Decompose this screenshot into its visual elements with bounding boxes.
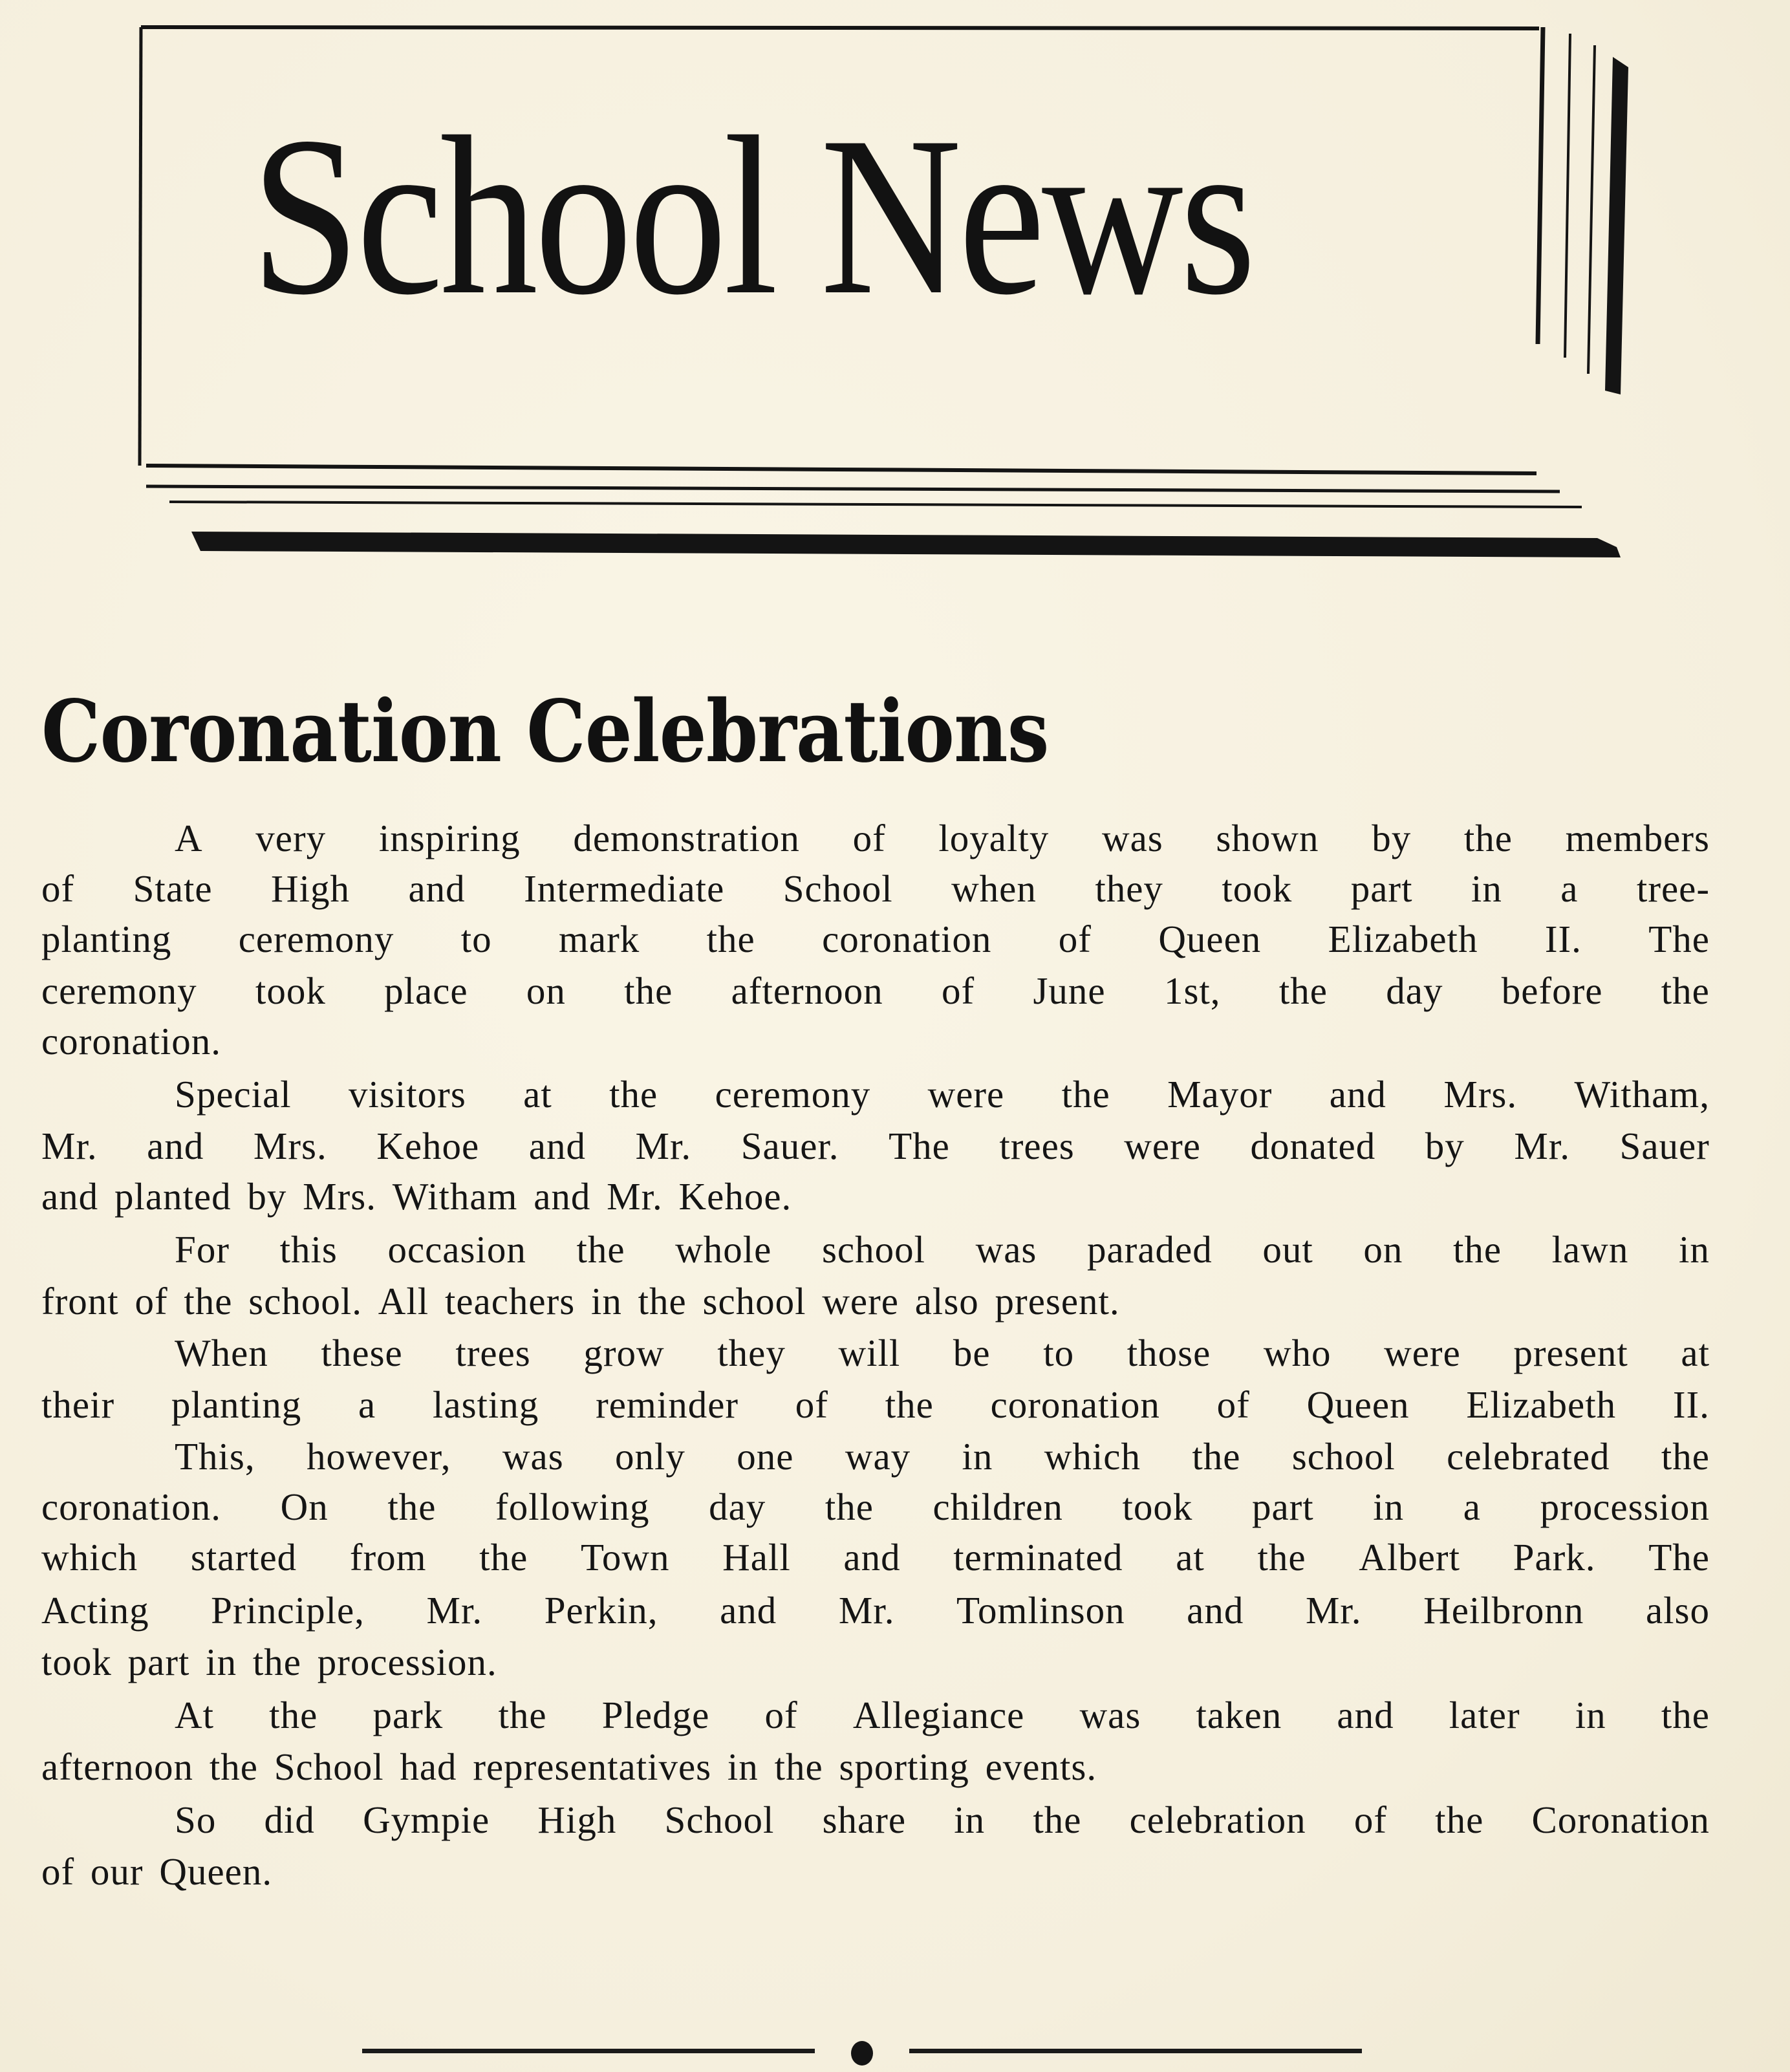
word: front	[41, 1280, 119, 1322]
word: the	[1435, 1798, 1484, 1841]
article-line	[41, 1693, 1710, 1745]
word: took	[1222, 867, 1293, 910]
word: planting	[171, 1383, 302, 1426]
word: and	[41, 1175, 99, 1218]
word: who	[1263, 1332, 1332, 1374]
word: Mr.	[607, 1175, 663, 1218]
word: and	[534, 1175, 591, 1218]
frame-bottom-line-3	[169, 502, 1582, 507]
word: celebration	[1129, 1798, 1306, 1841]
word: Town	[580, 1536, 670, 1579]
article-line	[41, 1174, 1710, 1226]
word: planting	[41, 918, 172, 960]
word: of	[1058, 918, 1092, 960]
article-line	[41, 917, 1710, 969]
article-line	[41, 1072, 1710, 1124]
word: to	[1043, 1332, 1075, 1374]
word: and	[1187, 1589, 1244, 1632]
word: the	[576, 1228, 625, 1271]
word: the	[184, 1280, 233, 1322]
word: of	[764, 1694, 798, 1736]
word: the	[774, 1745, 823, 1788]
word: Perkin,	[544, 1589, 658, 1632]
word: lasting	[432, 1383, 539, 1426]
word: The	[1648, 918, 1710, 960]
word: II.	[1672, 1383, 1710, 1426]
word: celebrated	[1447, 1435, 1610, 1478]
word: did	[264, 1798, 315, 1841]
word: coronation	[822, 918, 992, 960]
article-line	[41, 1434, 1710, 1486]
word: the	[1661, 969, 1710, 1012]
word: Acting	[41, 1589, 149, 1632]
frame-top-line	[141, 27, 1539, 28]
article-line	[41, 867, 1710, 918]
word: demonstration	[573, 817, 800, 859]
word: school	[702, 1280, 806, 1322]
word: Mr.	[41, 1125, 98, 1167]
word: Coronation	[1531, 1798, 1710, 1841]
article-line	[41, 1279, 1710, 1331]
word: was	[1079, 1694, 1141, 1736]
word: of	[135, 1280, 168, 1322]
word: was	[1101, 817, 1163, 859]
word: which	[41, 1536, 138, 1579]
word: in	[206, 1641, 237, 1683]
word: the	[706, 918, 755, 960]
article-heading: Coronation Celebrations	[41, 682, 1049, 782]
word: was	[502, 1435, 564, 1478]
word: of	[1216, 1383, 1250, 1426]
word: procession	[1540, 1485, 1710, 1528]
word: and	[843, 1536, 901, 1579]
word: Witham,	[1574, 1073, 1710, 1116]
word: ceremony	[238, 918, 394, 960]
word: by	[247, 1175, 287, 1218]
word: and	[720, 1589, 777, 1632]
word: part	[1350, 867, 1413, 910]
word: in	[962, 1435, 993, 1478]
word: reminder	[596, 1383, 739, 1426]
word: visitors	[349, 1073, 466, 1116]
word: those	[1127, 1332, 1211, 1374]
word: ceremony	[41, 969, 197, 1012]
word: of	[942, 969, 975, 1012]
frame-right-thick-bar	[1605, 57, 1628, 394]
word: from	[349, 1536, 427, 1579]
word: way	[845, 1435, 911, 1478]
word: School	[664, 1798, 775, 1841]
word: present	[1513, 1332, 1628, 1374]
word: taken	[1196, 1694, 1282, 1736]
word: mark	[559, 918, 640, 960]
word: and	[528, 1125, 586, 1167]
word: At	[175, 1694, 214, 1736]
word: the	[825, 1485, 874, 1528]
word: and	[1329, 1073, 1386, 1116]
word: inspiring	[378, 817, 521, 859]
article-line	[41, 1227, 1710, 1279]
word: the	[1192, 1435, 1241, 1478]
word: the	[252, 1641, 301, 1683]
word: our	[90, 1850, 144, 1893]
word: Mrs.	[253, 1125, 327, 1167]
word: also	[1645, 1589, 1710, 1632]
word: State	[133, 867, 213, 910]
word: took	[255, 969, 326, 1012]
word: Mr.	[1514, 1125, 1570, 1167]
word: park	[372, 1694, 444, 1736]
article-line	[41, 1850, 1710, 1901]
word: this	[279, 1228, 338, 1271]
frame-bottom-thick-bar	[191, 532, 1621, 557]
word: School	[274, 1745, 384, 1788]
word: and	[408, 867, 466, 910]
word: Gympie	[363, 1798, 490, 1841]
footer-rule-left	[362, 2049, 815, 2053]
word: Mr.	[1305, 1589, 1362, 1632]
word: school	[821, 1228, 926, 1271]
word: Witham	[392, 1175, 518, 1218]
word: representatives	[473, 1745, 712, 1788]
word: by	[1372, 817, 1412, 859]
word: at	[1176, 1536, 1205, 1579]
word: of	[41, 867, 75, 910]
word: at	[523, 1073, 552, 1116]
word: donated	[1250, 1125, 1376, 1167]
word: So	[175, 1798, 217, 1841]
article-line	[41, 969, 1710, 1020]
word: The	[1648, 1536, 1710, 1579]
word: paraded	[1087, 1228, 1213, 1271]
word: following	[495, 1485, 650, 1528]
word: of	[41, 1850, 75, 1893]
word: A	[175, 817, 203, 859]
article-line	[41, 1485, 1710, 1537]
word: Pledge	[601, 1694, 710, 1736]
word: On	[280, 1485, 329, 1528]
word: afternoon	[41, 1745, 194, 1788]
word: very	[255, 817, 327, 859]
word: the	[1061, 1073, 1110, 1116]
article-line	[41, 1745, 1710, 1797]
frame-right-line-3	[1588, 45, 1595, 374]
word: Park.	[1513, 1536, 1596, 1579]
word: a	[358, 1383, 376, 1426]
word: Kehoe	[376, 1125, 480, 1167]
word: by	[1425, 1125, 1465, 1167]
word: at	[1681, 1332, 1710, 1374]
word: High	[537, 1798, 617, 1841]
word: took	[41, 1641, 112, 1683]
word: will	[838, 1332, 901, 1374]
word: Mrs.	[303, 1175, 376, 1218]
article-line	[41, 1640, 1710, 1692]
word: when	[951, 867, 1037, 910]
word: in	[727, 1745, 759, 1788]
word: were	[927, 1073, 1005, 1116]
article-line	[41, 1019, 1710, 1071]
word: terminated	[953, 1536, 1123, 1579]
word: were	[822, 1280, 899, 1322]
word: be	[953, 1332, 991, 1374]
word: day	[709, 1485, 766, 1528]
word: sporting	[839, 1745, 969, 1788]
word: June	[1033, 969, 1106, 1012]
word: coronation	[990, 1383, 1160, 1426]
word: the	[1033, 1798, 1082, 1841]
word: the	[1661, 1694, 1710, 1736]
word: shown	[1216, 817, 1319, 859]
word: Mr.	[635, 1125, 692, 1167]
word: and	[147, 1125, 204, 1167]
word: in	[1678, 1228, 1710, 1271]
word: part	[1251, 1485, 1314, 1528]
word: grow	[583, 1332, 665, 1374]
word: Principle,	[211, 1589, 365, 1632]
article-line	[41, 1588, 1710, 1640]
word: in	[1373, 1485, 1405, 1528]
word: II.	[1544, 918, 1582, 960]
word: Elizabeth	[1328, 918, 1478, 960]
word: school	[1291, 1435, 1396, 1478]
word: whole	[675, 1228, 772, 1271]
word: This,	[175, 1435, 255, 1478]
word: also	[914, 1280, 979, 1322]
word: Mr.	[426, 1589, 483, 1632]
word: Mayor	[1167, 1073, 1273, 1116]
word: Mrs.	[1443, 1073, 1518, 1116]
word: the	[1452, 1228, 1502, 1271]
word: place	[384, 969, 468, 1012]
article-line	[41, 1331, 1710, 1383]
word: Queen.	[159, 1850, 273, 1893]
word: before	[1501, 969, 1603, 1012]
word: children	[933, 1485, 1063, 1528]
word: occasion	[387, 1228, 526, 1271]
word: out	[1262, 1228, 1313, 1271]
word: Intermediate	[524, 867, 725, 910]
article-line	[41, 1124, 1710, 1176]
word: were	[1124, 1125, 1201, 1167]
word: the	[479, 1536, 528, 1579]
word: Elizabeth	[1466, 1383, 1617, 1426]
word: lawn	[1551, 1228, 1629, 1271]
frame-right-line	[1538, 27, 1543, 344]
word: procession.	[317, 1641, 497, 1683]
word: the	[638, 1280, 687, 1322]
word: teachers	[444, 1280, 576, 1322]
word: afternoon	[731, 969, 883, 1012]
word: Sauer	[1619, 1125, 1710, 1167]
word: they	[717, 1332, 786, 1374]
word: Queen	[1306, 1383, 1410, 1426]
word: ceremony	[715, 1073, 871, 1116]
word: trees	[999, 1125, 1075, 1167]
word: a	[1463, 1485, 1481, 1528]
word: one	[737, 1435, 794, 1478]
word: they	[1095, 867, 1163, 910]
word: the	[209, 1745, 258, 1788]
frame-right-line-2	[1565, 34, 1570, 358]
word: High	[271, 867, 350, 910]
word: started	[190, 1536, 297, 1579]
word: in	[1471, 867, 1502, 910]
word: day	[1386, 969, 1443, 1012]
word: Special	[175, 1073, 292, 1116]
article-line	[41, 1798, 1710, 1850]
word: Sauer.	[740, 1125, 839, 1167]
word: When	[175, 1332, 268, 1374]
word: in	[1575, 1694, 1606, 1736]
word: the	[624, 969, 673, 1012]
word: trees	[455, 1332, 531, 1374]
word: loyalty	[938, 817, 1050, 859]
frame-bottom-line-2	[146, 486, 1560, 491]
article-line	[41, 1383, 1710, 1434]
word: The	[889, 1125, 950, 1167]
word: Mr.	[838, 1589, 895, 1632]
word: Hall	[722, 1536, 791, 1579]
word: School	[782, 867, 893, 910]
word: For	[175, 1228, 230, 1271]
word: planted	[114, 1175, 232, 1218]
word: Albert	[1359, 1536, 1460, 1579]
word: coronation.	[41, 1020, 222, 1063]
word: share	[822, 1798, 907, 1841]
word: events.	[985, 1745, 1097, 1788]
word: on	[526, 969, 566, 1012]
word: the	[1278, 969, 1328, 1012]
word: 1st,	[1163, 969, 1221, 1012]
word: members	[1565, 817, 1710, 859]
word: took	[1122, 1485, 1193, 1528]
footer-rule-right	[909, 2049, 1362, 2053]
frame-left-line	[140, 27, 141, 466]
word: Allegiance	[852, 1694, 1025, 1736]
word: of	[1353, 1798, 1387, 1841]
word: part	[127, 1641, 190, 1683]
word: were	[1384, 1332, 1461, 1374]
word: only	[615, 1435, 685, 1478]
word: Queen	[1158, 918, 1262, 960]
word: of	[795, 1383, 828, 1426]
word: Tomlinson	[956, 1589, 1125, 1632]
word: coronation.	[41, 1485, 222, 1528]
word: the	[609, 1073, 658, 1116]
word: tree-	[1636, 867, 1710, 910]
word: Kehoe.	[678, 1175, 792, 1218]
word: the	[885, 1383, 934, 1426]
word: these	[321, 1332, 403, 1374]
word: Heilbronn	[1423, 1589, 1584, 1632]
word: the	[269, 1694, 318, 1736]
word: the	[1463, 817, 1513, 859]
word: later	[1449, 1694, 1520, 1736]
word: in	[954, 1798, 986, 1841]
word: of	[852, 817, 886, 859]
word: and	[1337, 1694, 1394, 1736]
article-line	[41, 1535, 1710, 1587]
word: present.	[995, 1280, 1120, 1322]
word: their	[41, 1383, 115, 1426]
word: to	[460, 918, 492, 960]
word: however,	[307, 1435, 451, 1478]
word: the	[1661, 1435, 1710, 1478]
bullet-dot-icon	[851, 2041, 873, 2066]
word: which	[1044, 1435, 1141, 1478]
masthead-title: School News	[251, 90, 1253, 342]
word: in	[590, 1280, 622, 1322]
word: had	[400, 1745, 457, 1788]
word: on	[1363, 1228, 1403, 1271]
word: school.	[248, 1280, 363, 1322]
frame-bottom-line-1	[146, 466, 1537, 473]
word: was	[975, 1228, 1037, 1271]
article-line	[41, 816, 1710, 868]
word: a	[1560, 867, 1579, 910]
word: the	[387, 1485, 437, 1528]
word: the	[498, 1694, 547, 1736]
word: the	[1257, 1536, 1306, 1579]
word: All	[378, 1280, 429, 1322]
